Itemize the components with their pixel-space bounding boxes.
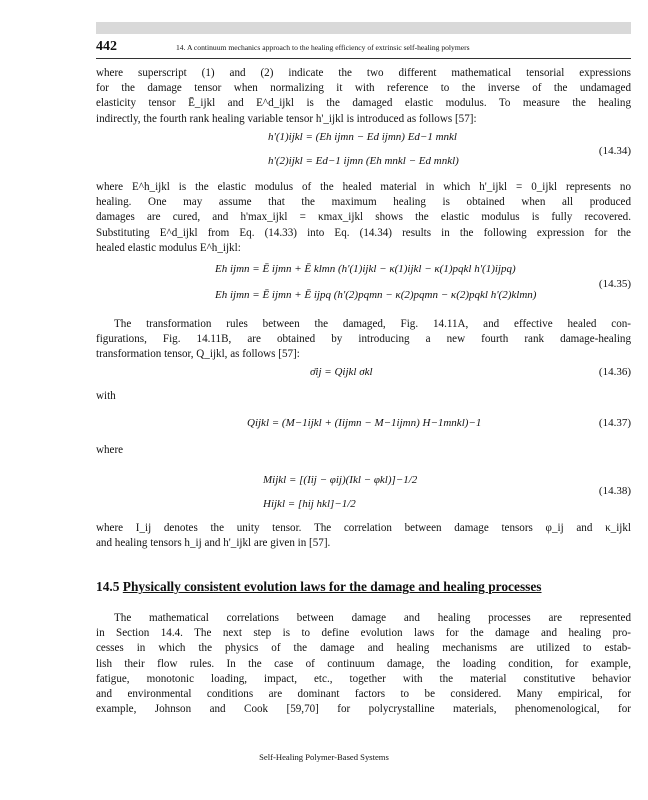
section-number: 14.5 (96, 579, 120, 594)
equation-14-36: σ̄ij = Qijkl σkl (310, 366, 373, 378)
equation-number-14-38: (14.38) (598, 485, 631, 497)
text-line: and environmental conditions are dominant factors to be considered. Many empirical, for (96, 687, 631, 700)
text-line: and healing tensors h_ij and h'_ijkl are given in [57]. (96, 537, 331, 550)
text-line: example, Johnson and Cook [59,70] for polycrystalline materials, phenomenological, for (96, 703, 631, 716)
text-line: where superscript (1) and (2) indicate the two different mathematical tensorial expressions (96, 67, 631, 79)
with-label: with (96, 390, 116, 402)
text-line: The mathematical correlations between damage and healing processes are represented (114, 612, 631, 624)
text-line: elasticity tensor Ē_ijkl and E^d_ijkl is the damaged elastic modulus. To measure the healing (96, 97, 631, 110)
equation-14-34-line-1: h'(1)ijkl = (Eh ijmn − Ed ijmn) Ed−1 mnkl (268, 131, 457, 143)
text-line: Substituting E^d_ijkl from Eq. (14.33) into Eq. (14.34) results in the following expression for the (96, 226, 631, 239)
text-line: lish their flow rules. In the case of continuum damage, the loading condition, for example, (96, 657, 631, 670)
section-heading (96, 579, 542, 595)
equation-14-35-line-1: Eh ijmn = Ē ijmn + Ē klmn (h'(1)ijkl − κ(1)ijkl − κ(1)pqkl h'(1)ijpq) (215, 263, 516, 275)
equation-number-14-37: (14.37) (598, 417, 631, 429)
paragraph-2 (96, 180, 631, 256)
section-title: Physically consistent evolution laws for the damage and healing processes (122, 579, 542, 594)
equation-14-35-line-2: Eh ijmn = Ē ijmn + Ē ijpq (h'(2)pqmn − κ(2)pqmn − κ(2)pqkl h'(2)klmn) (215, 289, 537, 301)
paragraph-5 (96, 611, 631, 717)
running-title: 14. A continuum mechanics approach to the healing efficiency of extrinsic self-healing polymers (176, 43, 470, 52)
text-line: cesses in which the physics of the damage and healing mechanisms are utilized to estab- (96, 642, 631, 655)
text-line: The transformation rules between the damaged, Fig. 14.11A, and effective healed con- (114, 318, 631, 330)
text-line: for the damage tensor when normalizing it with reference to the inverse of the undamaged (96, 82, 631, 95)
text-line: indirectly, the fourth rank healing variable tensor h'_ijkl is introduced as follows [57]: (96, 112, 477, 125)
paragraph-4 (96, 521, 631, 551)
paragraph-1 (96, 66, 631, 127)
text-line: where E^h_ijkl is the elastic modulus of the healed material in which h'_ijkl = 0_ijkl represents no (96, 181, 631, 193)
paragraph-3 (96, 317, 631, 363)
text-line: in Section 14.4. The next step is to define evolution laws for the damage and healing pro- (96, 627, 631, 640)
text-line: damages are cured, and h'max_ijkl = κmax_ijkl shows the elastic modulus is fully recovered. (96, 211, 631, 224)
text-line: transformation tensor, Q_ijkl, as follows [57]: (96, 348, 300, 361)
equation-14-34-line-2: h'(2)ijkl = Ed−1 ijmn (Eh mnkl − Ed mnkl) (268, 155, 459, 167)
page-footer: Self-Healing Polymer-Based Systems (259, 752, 389, 762)
top-bar (96, 22, 631, 34)
equation-14-38-line-2: Hijkl = [hij hkl]−1/2 (263, 498, 356, 510)
page-number: 442 (96, 39, 117, 54)
page-header (96, 36, 631, 59)
text-line: figurations, Fig. 14.11B, are obtained by introducing a new fourth rank damage-healing (96, 333, 631, 346)
where-label: where (96, 444, 124, 456)
equation-number-14-34: (14.34) (598, 145, 631, 157)
text-line: healed elastic modulus E^h_ijkl: (96, 241, 241, 254)
equation-number-14-36: (14.36) (598, 366, 631, 378)
text-line: fatigue, monotonic loading, impact, etc., together with the material constitutive behavior (96, 672, 631, 685)
text-line: where I_ij denotes the unity tensor. The correlation between damage tensors φ_ij and κ_ijkl (96, 522, 631, 534)
equation-14-38-line-1: Mijkl = [(Iij − φij)(Ikl − φkl)]−1/2 (263, 474, 418, 486)
equation-number-14-35: (14.35) (598, 278, 631, 290)
equation-14-37: Qijkl = (M−1ijkl + (Iijmn − M−1ijmn) H−1mnkl)−1 (247, 417, 482, 429)
text-line: healing. One may assume that the maximum healing is obtained when all produced (96, 196, 631, 209)
